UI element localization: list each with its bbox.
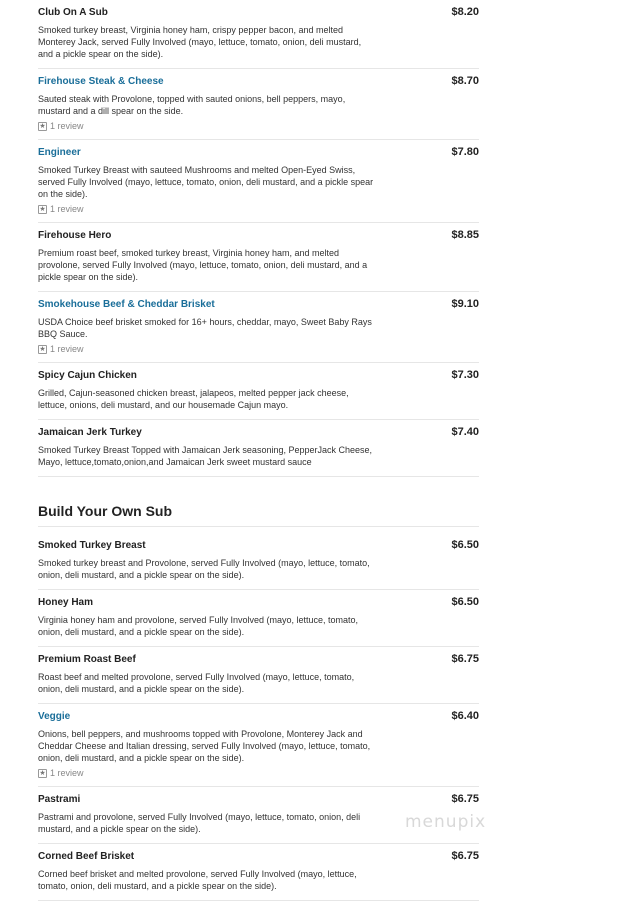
menu-item-name: Club On A Sub: [38, 7, 108, 18]
menu-item-header: [38, 596, 479, 608]
menu-item-name: Smoked Turkey Breast: [38, 540, 146, 551]
watermark-logo: menupix: [405, 812, 487, 832]
section-title: Build Your Own Sub: [38, 503, 479, 527]
menu-item-header: [38, 539, 479, 551]
menu-item-description: Corned beef brisket and melted provolone, served Fully Involved (mayo, lettuce, tomato, onion, deli mustard, and a pickle spear on the side).: [38, 869, 357, 891]
menu-item: [38, 647, 479, 704]
menu-item-name-link[interactable]: Engineer: [38, 147, 81, 158]
menu-item-price: $6.75: [451, 793, 479, 805]
menu-item-header: [38, 369, 479, 381]
menu-item-name: Honey Ham: [38, 597, 94, 608]
menu-item-header: [38, 710, 479, 722]
menu-item-header: [38, 850, 479, 862]
menu-item-price: $6.75: [451, 653, 479, 665]
menu-item-description: Smoked Turkey Breast with sauteed Mushrooms and melted Open-Eyed Swiss, served Fully Involved (mayo, lettuce, tomato, onion, deli mustard, and a pickle spear on the side).: [38, 165, 374, 199]
menu-item: [38, 844, 479, 901]
menu-item-description: Virginia honey ham and provolone, served Fully Involved (mayo, lettuce, tomato, onion, deli mustard, and a pickle spear on the side).: [38, 615, 359, 637]
menu-item-name: Corned Beef Brisket: [38, 851, 135, 862]
star-box-icon: ★: [39, 122, 46, 130]
menu-items-top: [38, 0, 479, 477]
menu-item: [38, 363, 479, 420]
menu-item-header: [38, 229, 479, 241]
menu-item-description: Sauted steak with Provolone, topped with sauted onions, bell peppers, mayo, mustard and a dill spear on the side.: [38, 94, 346, 116]
menu-item-description: Smoked turkey breast, Virginia honey ham, crispy pepper bacon, and melted Monterey Jack, served Fully Involved (mayo, lettuce, tomato, onion, deli mustard, and a pickle spear on the side).: [38, 25, 362, 59]
review-count: 1 review: [50, 344, 84, 354]
menu-item-header: [38, 75, 479, 87]
menu-item-description: Premium roast beef, smoked turkey breast, Virginia honey ham, and melted provolone, served Fully Involved (mayo, lettuce, tomato, onion, deli mustard, and a pickle spear on the side).: [38, 248, 368, 282]
menu-item-name-link[interactable]: Firehouse Steak & Cheese: [38, 76, 164, 87]
star-box-icon: ★: [39, 345, 46, 353]
menu-items-bottom: [38, 533, 479, 901]
menu-item-price: $6.40: [451, 710, 479, 722]
menu-item-description: Onions, bell peppers, and mushrooms topped with Provolone, Monterey Jack and Cheddar Cheese and Italian dressing, served Fully Involved (mayo, lettuce, tomato, onion, deli mustard, and a pickle spear on the side).: [38, 729, 371, 763]
menu-item-description: Grilled, Cajun-seasoned chicken breast, jalapeos, melted pepper jack cheese, lettuce, onions, deli mustard, and our housemade Cajun mayo.: [38, 388, 349, 410]
menu-item-price: $7.30: [451, 369, 479, 381]
menu-item-header: [38, 793, 479, 805]
menu-item-price: $7.80: [451, 146, 479, 158]
menu-list: [38, 0, 479, 901]
menu-item: [38, 704, 479, 787]
menu-item-header: [38, 6, 479, 18]
menu-item-price: $6.50: [451, 596, 479, 608]
menu-item-price: $6.75: [451, 850, 479, 862]
review-link[interactable]: [38, 121, 479, 131]
menu-item-header: [38, 298, 479, 310]
menu-item: [38, 420, 479, 477]
menu-item-description: Smoked Turkey Breast Topped with Jamaican Jerk seasoning, PepperJack Cheese, Mayo, lettuce,tomato,onion,and Jamaican Jerk sweet mustard sauce: [38, 445, 373, 467]
review-count: 1 review: [50, 121, 84, 131]
review-link[interactable]: [38, 204, 479, 214]
menu-item-name: Jamaican Jerk Turkey: [38, 427, 142, 438]
menu-item-description: Pastrami and provolone, served Fully Involved (mayo, lettuce, tomato, onion, deli mustard, and a pickle spear on the side).: [38, 812, 361, 834]
star-box-icon: ★: [39, 205, 46, 213]
menu-item: [38, 140, 479, 223]
menu-item-description: Roast beef and melted provolone, served Fully Involved (mayo, lettuce, tomato, onion, deli mustard, and a pickle spear on the side).: [38, 672, 355, 694]
menu-item-description: Smoked turkey breast and Provolone, served Fully Involved (mayo, lettuce, tomato, onion, deli mustard, and a pickle spear on the side).: [38, 558, 370, 580]
menu-item-name-link[interactable]: Veggie: [38, 711, 71, 722]
menu-item-name: Firehouse Hero: [38, 230, 112, 241]
menu-item-price: $6.50: [451, 539, 479, 551]
menu-item: [38, 69, 479, 140]
menu-item-price: $9.10: [451, 298, 479, 310]
menu-item-header: [38, 426, 479, 438]
menu-item-price: $8.85: [451, 229, 479, 241]
review-link[interactable]: [38, 344, 479, 354]
review-count: 1 review: [50, 204, 84, 214]
menu-item: [38, 533, 479, 590]
menu-item: [38, 223, 479, 292]
menu-item-price: $7.40: [451, 426, 479, 438]
menu-item-header: [38, 146, 479, 158]
menu-item-name: Spicy Cajun Chicken: [38, 370, 137, 381]
menu-item-name: Premium Roast Beef: [38, 654, 136, 665]
menu-item: [38, 292, 479, 363]
star-box-icon: ★: [39, 769, 46, 777]
menu-item: [38, 590, 479, 647]
menu-item-price: $8.70: [451, 75, 479, 87]
menu-item: [38, 0, 479, 69]
menu-item-description: USDA Choice beef brisket smoked for 16+ hours, cheddar, mayo, Sweet Baby Rays BBQ Sauce.: [38, 317, 372, 339]
menu-item-price: $8.20: [451, 6, 479, 18]
review-count: 1 review: [50, 768, 84, 778]
review-link[interactable]: [38, 768, 479, 778]
menu-item-name-link[interactable]: Smokehouse Beef & Cheddar Brisket: [38, 299, 215, 310]
menu-item-header: [38, 653, 479, 665]
menu-item-name: Pastrami: [38, 794, 81, 805]
